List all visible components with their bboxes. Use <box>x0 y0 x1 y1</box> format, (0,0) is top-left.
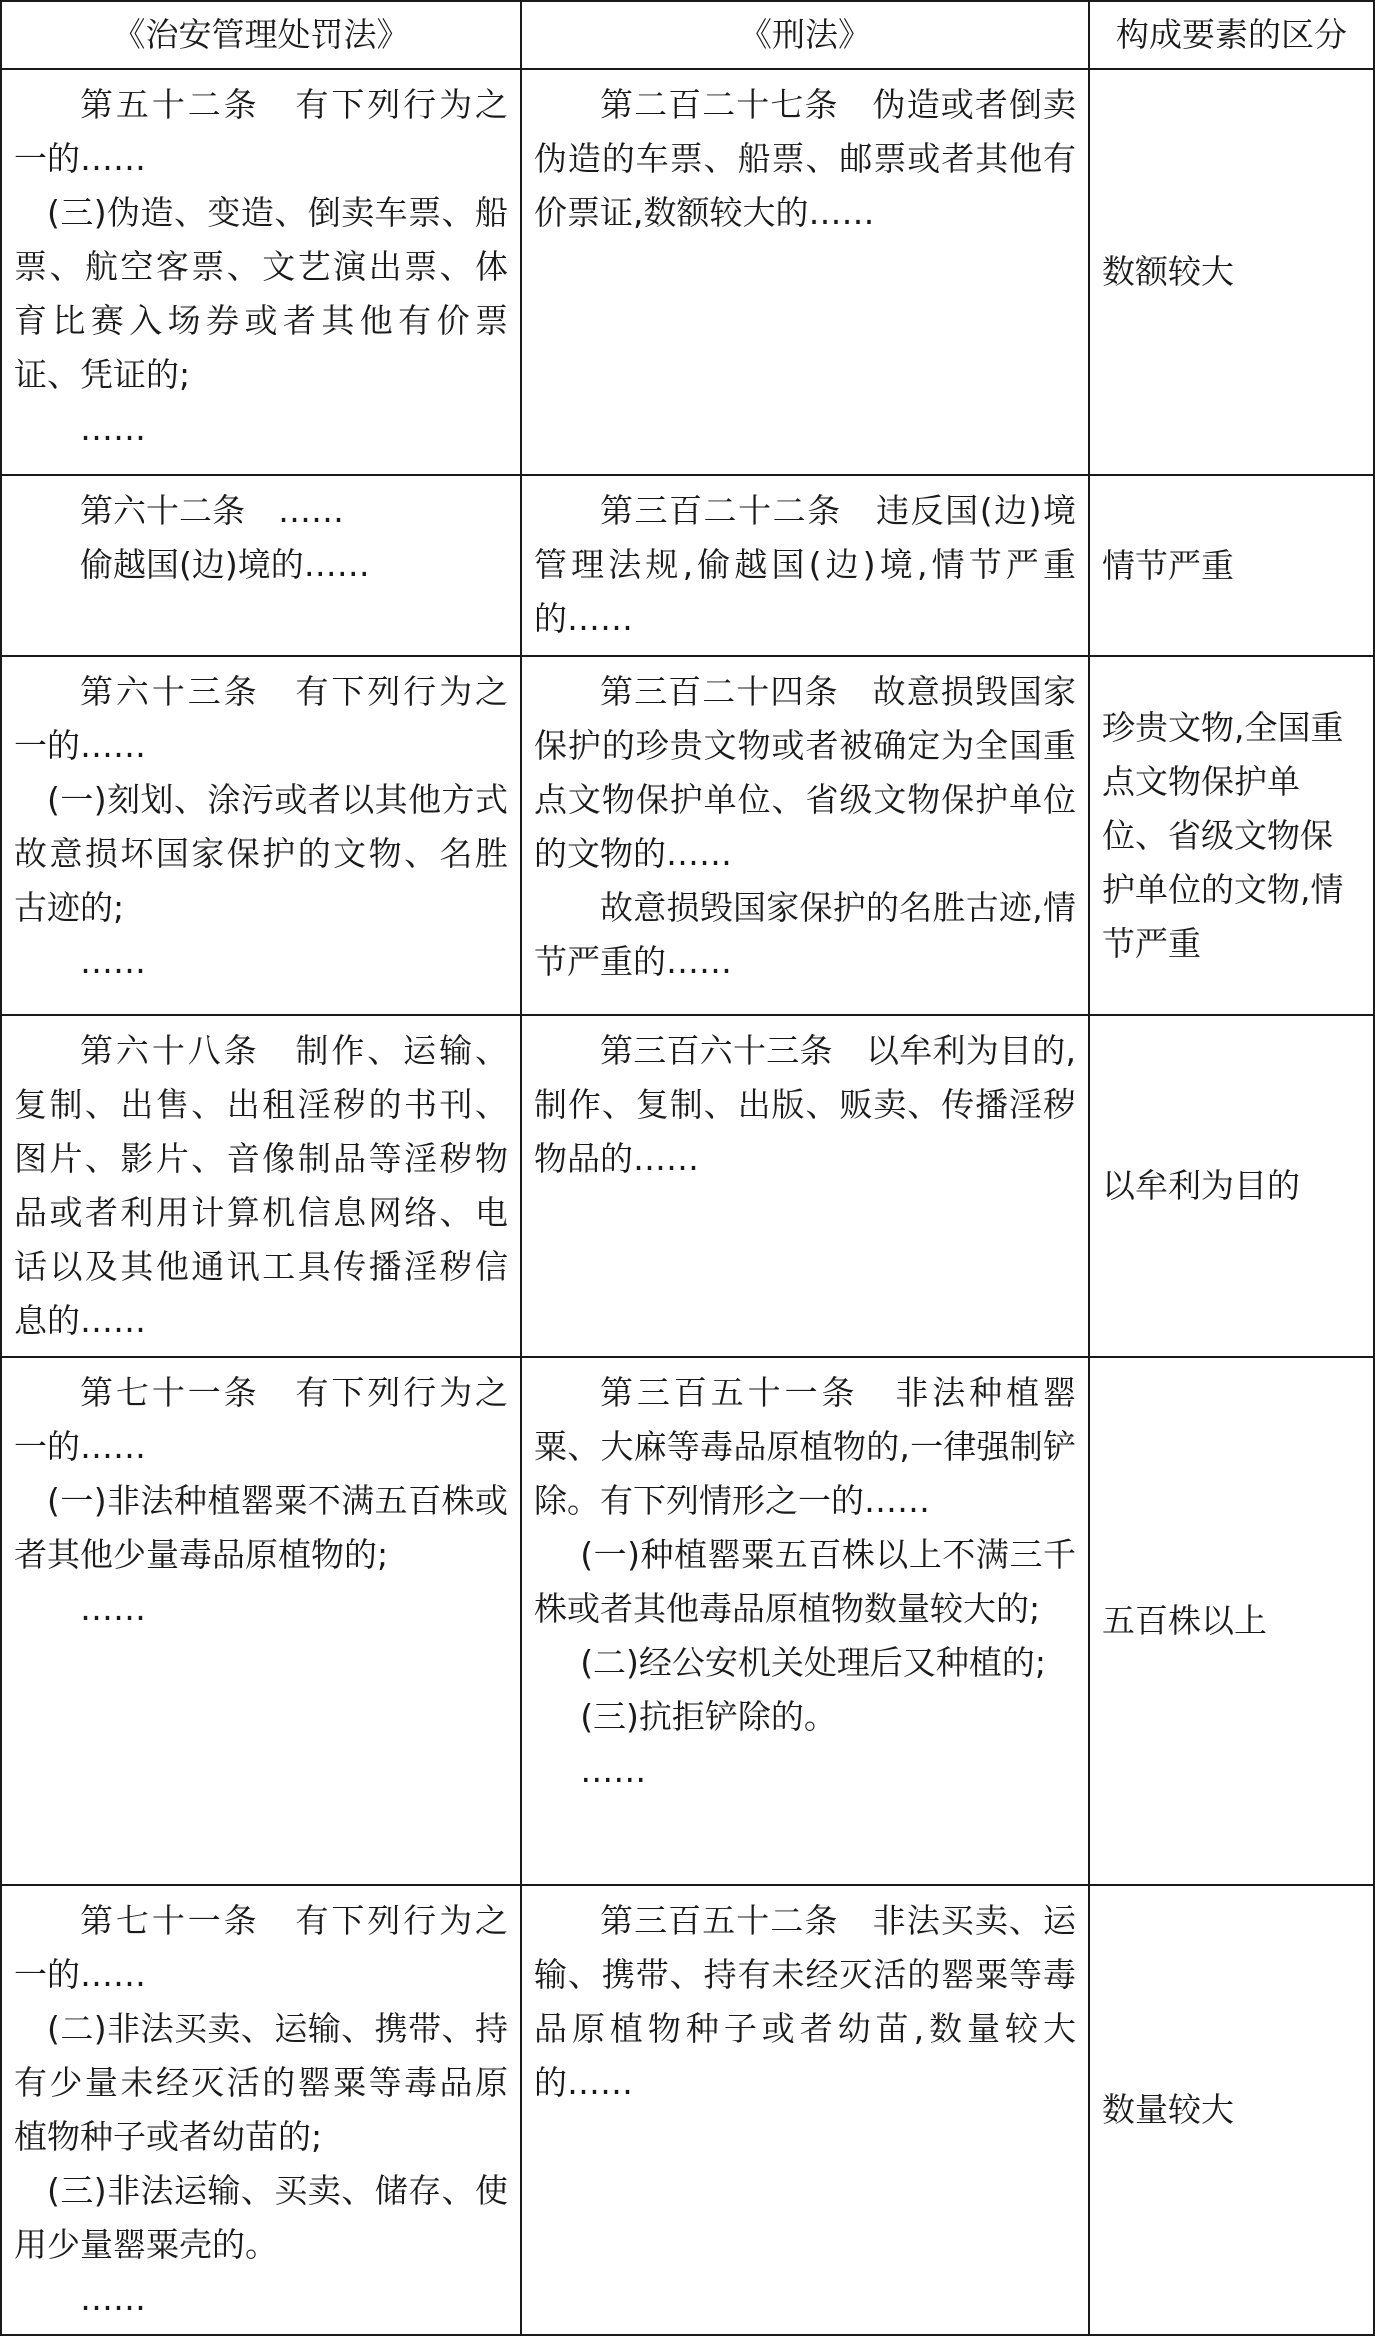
article-text: 第三百五十二条 非法买卖、运输、携带、持有未经灭活的罂粟等毒品原植物种子或者幼苗,数量较大的…… <box>534 1901 1076 2102</box>
article-text: (一)刻划、涂污或者以其他方式故意损坏国家保护的文物、名胜古迹的; <box>14 780 508 927</box>
article-text: 第七十一条 有下列行为之一的…… <box>14 1373 508 1466</box>
criminal-law-cell <box>521 1357 1089 1885</box>
article-text: 第三百六十三条 以牟利为目的,制作、复制、出版、贩卖、传播淫秽物品的…… <box>534 1031 1076 1178</box>
distinguishing-element-cell: 以牟利为目的 <box>1089 1015 1374 1357</box>
article-text: (三)伪造、变造、倒卖车票、船票、航空客票、文艺演出票、体育比赛入场券或者其他有价票证、凭证的; <box>14 193 508 394</box>
article-text: 第七十一条 有下列行为之一的…… <box>14 1901 508 1994</box>
criminal-law-cell <box>521 656 1089 1015</box>
article-text: 第五十二条 有下列行为之一的…… <box>14 85 508 178</box>
article-text: …… <box>80 2279 146 2318</box>
public-security-law-cell <box>1 656 521 1015</box>
criminal-law-cell <box>521 69 1089 475</box>
public-security-law-cell <box>1 1357 521 1885</box>
article-text: (一)种植罂粟五百株以上不满三千株或者其他毒品原植物数量较大的; <box>534 1535 1076 1628</box>
header-distinguishing-elements: 构成要素的区分 <box>1089 1 1374 69</box>
article-text: …… <box>80 1589 146 1628</box>
article-text: 第三百二十四条 故意损毁国家保护的珍贵文物或者被确定为全国重点文物保护单位、省级文物保护单位的文物的…… <box>534 672 1076 873</box>
table-row <box>1 475 1374 656</box>
distinguishing-element-cell: 数量较大 <box>1089 1885 1374 2335</box>
header-public-security-law: 《治安管理处罚法》 <box>1 1 521 69</box>
article-text: (二)非法买卖、运输、携带、持有少量未经灭活的罂粟等毒品原植物种子或者幼苗的; <box>14 2009 508 2156</box>
article-text: 第六十三条 有下列行为之一的…… <box>14 672 508 765</box>
table-row <box>1 656 1374 1015</box>
article-text: (一)非法种植罂粟不满五百株或者其他少量毒品原植物的; <box>14 1481 508 1574</box>
distinguishing-element-cell: 情节严重 <box>1089 475 1374 656</box>
distinguishing-element-cell: 珍贵文物,全国重点文物保护单位、省级文物保护单位的文物,情节严重 <box>1089 656 1374 1015</box>
table-row <box>1 1015 1374 1357</box>
article-text: 第三百二十二条 违反国(边)境管理法规,偷越国(边)境,情节严重的…… <box>534 491 1076 638</box>
public-security-law-cell <box>1 475 521 656</box>
article-text: …… <box>580 1751 647 1790</box>
table-row <box>1 1357 1374 1885</box>
article-text: (三)抗拒铲除的。 <box>580 1697 837 1736</box>
article-text: …… <box>80 409 146 448</box>
article-text: 故意损毁国家保护的名胜古迹,情节严重的…… <box>534 888 1076 981</box>
header-row <box>1 1 1374 69</box>
public-security-law-cell <box>1 1885 521 2335</box>
article-text: …… <box>80 942 146 981</box>
header-criminal-law: 《刑法》 <box>521 1 1089 69</box>
article-text: 第六十二条 …… <box>80 491 344 530</box>
article-text: (二)经公安机关处理后又种植的; <box>580 1643 1047 1682</box>
table-row <box>1 1885 1374 2335</box>
article-text: 第三百五十一条 非法种植罂粟、大麻等毒品原植物的,一律强制铲除。有下列情形之一的…… <box>534 1373 1076 1520</box>
distinguishing-element-cell: 数额较大 <box>1089 69 1374 475</box>
distinguishing-element-cell: 五百株以上 <box>1089 1357 1374 1885</box>
criminal-law-cell <box>521 1885 1089 2335</box>
article-text: 第二百二十七条 伪造或者倒卖伪造的车票、船票、邮票或者其他有价票证,数额较大的…… <box>534 85 1076 232</box>
table-row <box>1 69 1374 475</box>
criminal-law-cell <box>521 475 1089 656</box>
public-security-law-cell <box>1 1015 521 1357</box>
article-text: 偷越国(边)境的…… <box>80 545 370 584</box>
article-text: (三)非法运输、买卖、储存、使用少量罂粟壳的。 <box>14 2171 508 2264</box>
article-text: 第六十八条 制作、运输、复制、出售、出租淫秽的书刊、图片、影片、音像制品等淫秽物品或者利用计算机信息网络、电话以及其他通讯工具传播淫秽信息的…… <box>14 1031 508 1340</box>
criminal-law-cell <box>521 1015 1089 1357</box>
public-security-law-cell <box>1 69 521 475</box>
